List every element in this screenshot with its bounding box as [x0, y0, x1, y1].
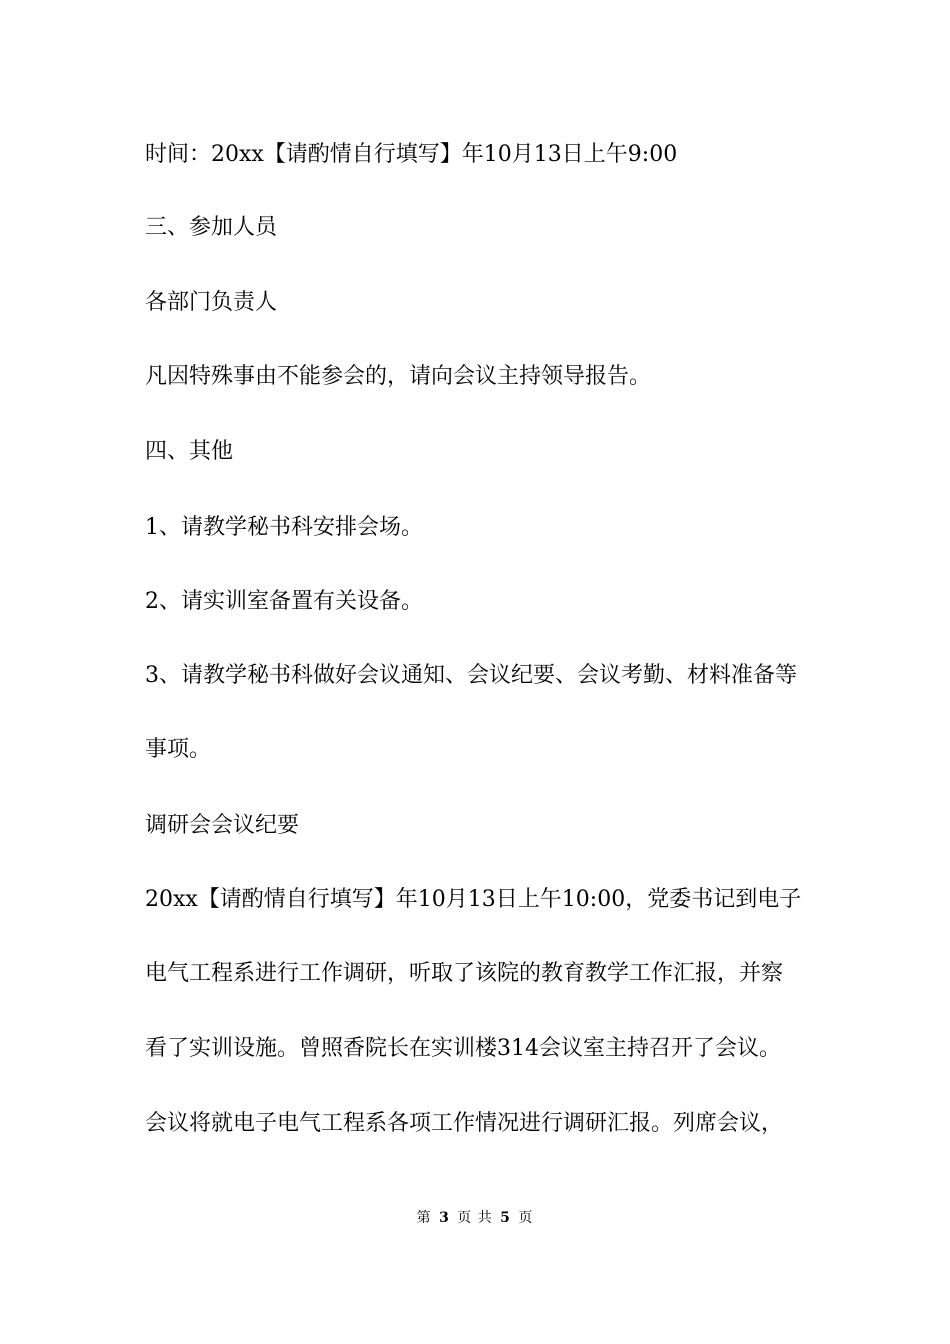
footer-middle: 页 共 — [457, 1210, 493, 1226]
absence-note-line: 凡因特殊事由不能参会的，请向会议主持领导报告。 — [145, 364, 652, 389]
participants-line: 各部门负责人 — [145, 290, 278, 315]
page-footer — [0, 1208, 950, 1228]
minutes-paragraph-line-2: 电气工程系进行工作调研，听取了该院的教育教学工作汇报，并察 — [145, 961, 784, 986]
minutes-paragraph-line-3: 看了实训设施。曾照香院长在实训楼314会议室主持召开了会议。 — [145, 1036, 781, 1061]
other-item-2: 2、请实训室备置有关设备。 — [145, 589, 423, 614]
section-heading-other: 四、其他 — [145, 439, 234, 464]
other-item-3: 3、请教学秘书科做好会议通知、会议纪要、会议考勤、材料准备等 — [145, 663, 797, 688]
section-heading-participants: 三、参加人员 — [145, 215, 278, 240]
footer-total-pages: 5 — [500, 1210, 511, 1226]
footer-suffix: 页 — [518, 1210, 534, 1226]
other-item-1: 1、请教学秘书科安排会场。 — [145, 515, 423, 540]
other-item-3-continued: 事项。 — [145, 737, 212, 762]
meeting-time-line: 时间：20xx【请酌情自行填写】年10月13日上午9:00 — [145, 142, 678, 167]
minutes-paragraph-line-1: 20xx【请酌情自行填写】年10月13日上午10:00，党委书记到电子 — [145, 887, 802, 912]
minutes-paragraph-line-4: 会议将就电子电气工程系各项工作情况进行调研汇报。列席会议， — [145, 1111, 784, 1136]
minutes-title: 调研会会议纪要 — [145, 813, 300, 838]
footer-prefix: 第 — [416, 1210, 432, 1226]
footer-current-page: 3 — [439, 1210, 450, 1226]
